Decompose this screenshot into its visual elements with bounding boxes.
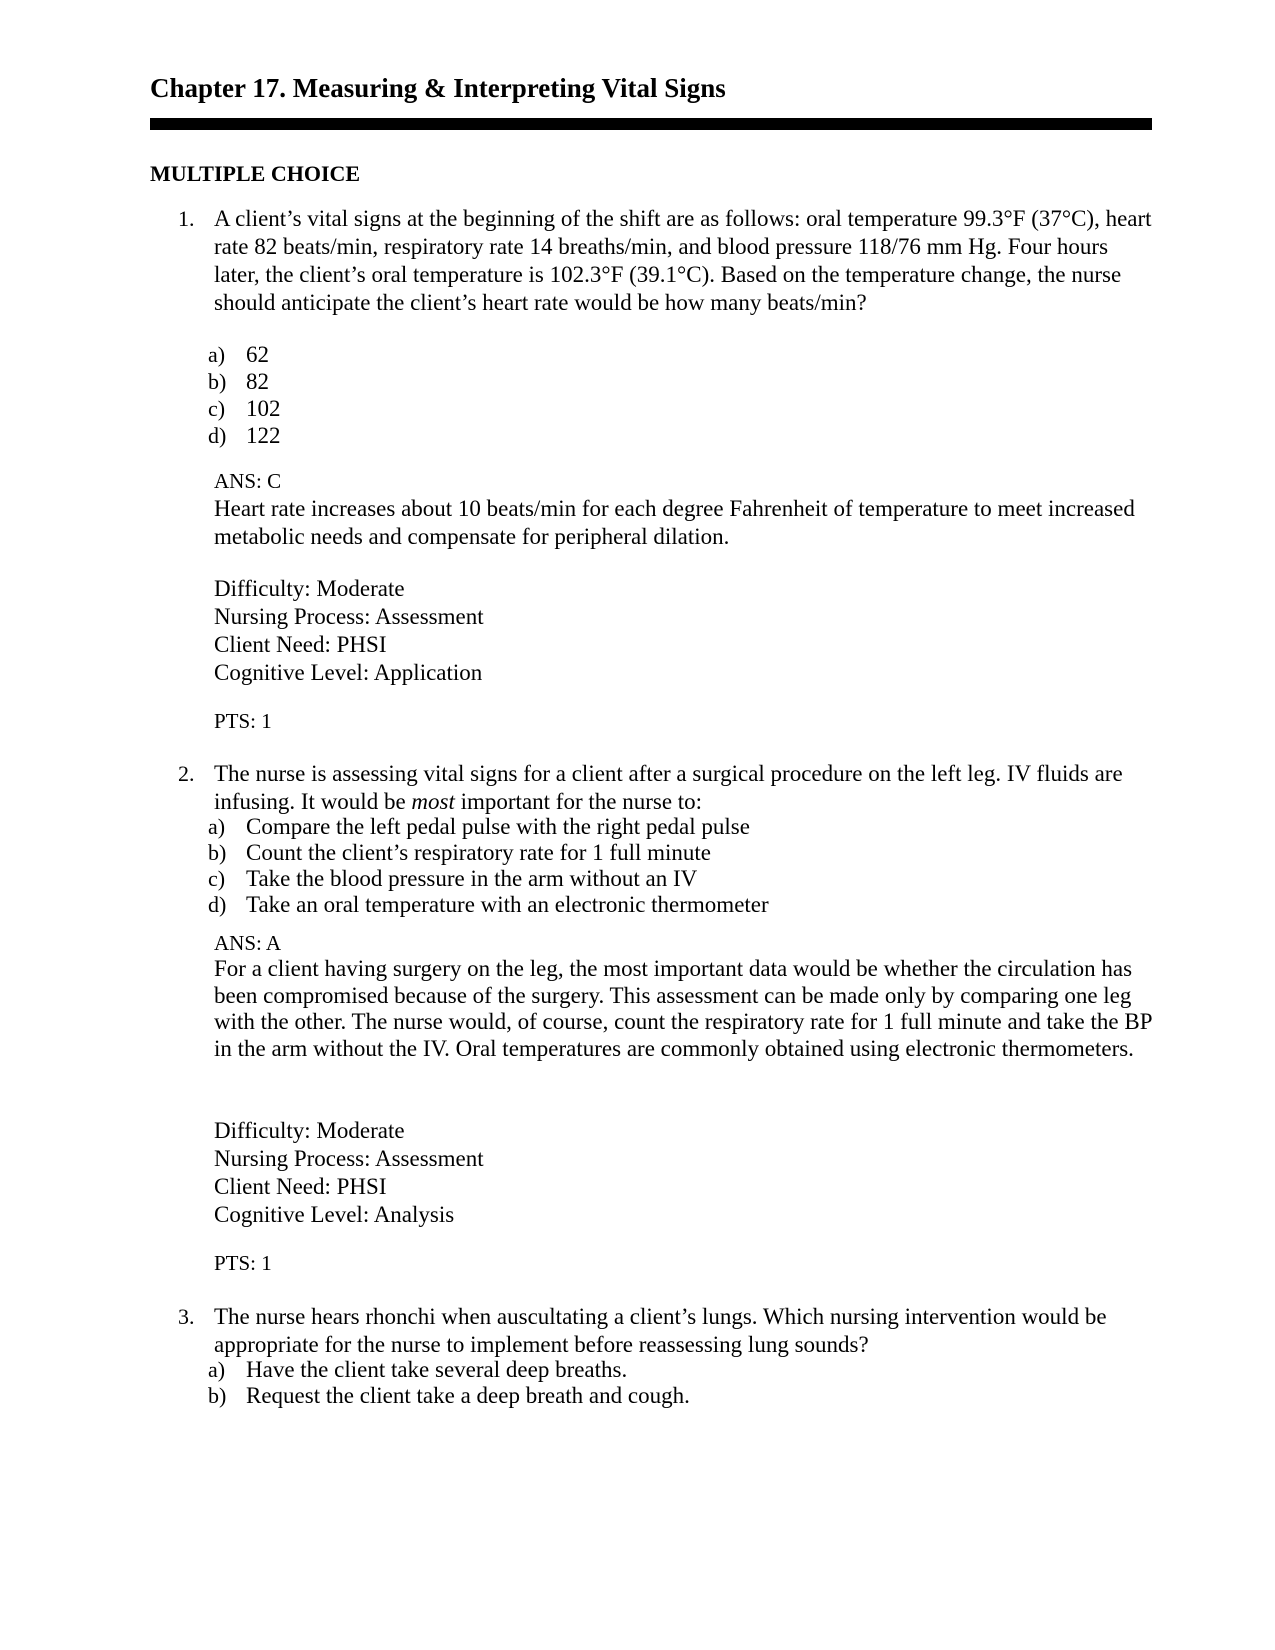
points: PTS: 1	[214, 1251, 272, 1275]
choice-letter: d)	[208, 423, 227, 448]
choice-c	[0, 395, 1275, 423]
choice-d	[0, 891, 1275, 919]
stem-text: The nurse is assessing vital signs for a client after a surgical procedure on the left leg. IV fluids are infusing. It would be	[214, 761, 1123, 814]
choice-d	[0, 422, 1275, 450]
choice-a	[0, 1356, 1275, 1384]
choice-text: Take the blood pressure in the arm without an IV	[246, 866, 698, 891]
cognitive-level: Cognitive Level: Application	[214, 660, 483, 685]
stem-text: important for the nurse to:	[454, 789, 703, 814]
choice-b	[0, 368, 1275, 396]
choice-letter: b)	[208, 840, 227, 865]
title-rule	[150, 118, 1152, 130]
metadata-block	[214, 575, 1154, 687]
stem-emphasis: most	[411, 789, 455, 814]
answer-block	[214, 930, 1154, 1062]
section-heading: MULTIPLE CHOICE	[150, 161, 361, 186]
choice-letter: b)	[208, 1383, 227, 1408]
answer-label: ANS: C	[214, 469, 282, 493]
choice-letter: a)	[208, 342, 226, 367]
choice-letter: b)	[208, 369, 227, 394]
choice-letter: a)	[208, 1357, 226, 1382]
choice-letter: c)	[208, 396, 226, 421]
chapter-title: Chapter 17. Measuring & Interpreting Vital Signs	[150, 73, 726, 103]
difficulty: Difficulty: Moderate	[214, 576, 405, 601]
answer-block	[214, 467, 1154, 551]
cognitive-level: Cognitive Level: Analysis	[214, 1202, 455, 1227]
question-number: 2.	[178, 761, 195, 786]
choice-c	[0, 865, 1275, 893]
choice-text: 62	[246, 342, 269, 367]
question-number: 3.	[178, 1304, 195, 1329]
choice-text: Count the client’s respiratory rate for 1 full minute	[246, 840, 711, 865]
choice-text: Compare the left pedal pulse with the right pedal pulse	[246, 814, 750, 839]
answer-rationale: Heart rate increases about 10 beats/min for each degree Fahrenheit of temperature to meet increased metabolic needs and compensate for peripheral dilation.	[214, 496, 1135, 549]
choice-a	[0, 813, 1275, 841]
answer-rationale: For a client having surgery on the leg, the most important data would be whether the circulation has been compromised because of the surgery. This assessment can be made only by comparing one leg with the other. The nurse would, of course, count the respiratory rate for 1 full minute and take the BP in the arm without the IV. Oral temperatures are commonly obtained using electronic thermometers.	[214, 956, 1152, 1061]
question-stem	[214, 760, 1154, 816]
choice-a	[0, 341, 1275, 369]
question-stem: The nurse hears rhonchi when auscultating a client’s lungs. Which nursing intervention would be appropriate for the nurse to implement before reassessing lung sounds?	[214, 1304, 1107, 1357]
choice-text: Take an oral temperature with an electronic thermometer	[246, 892, 769, 917]
client-need: Client Need: PHSI	[214, 632, 387, 657]
choice-b	[0, 839, 1275, 867]
choice-text: Have the client take several deep breaths.	[246, 1357, 628, 1382]
points: PTS: 1	[214, 709, 272, 733]
choice-text: 82	[246, 369, 269, 394]
nursing-process: Nursing Process: Assessment	[214, 1146, 484, 1171]
answer-label: ANS: A	[214, 931, 282, 955]
client-need: Client Need: PHSI	[214, 1174, 387, 1199]
choice-text: Request the client take a deep breath and cough.	[246, 1383, 690, 1408]
choice-text: 102	[246, 396, 281, 421]
choice-letter: d)	[208, 892, 227, 917]
question-number: 1.	[178, 206, 195, 231]
question-stem: A client’s vital signs at the beginning of the shift are as follows: oral temperature 99.3°F (37°C), heart rate 82 beats/min, respiratory rate 14 breaths/min, and blood pressure 118/76 mm Hg. Four hours later, the client’s oral temperature is 102.3°F (39.1°C). Based on the temperature change, the nurse should anticipate the client’s heart rate would be how many beats/min?	[214, 206, 1152, 315]
metadata-block	[214, 1117, 1154, 1229]
difficulty: Difficulty: Moderate	[214, 1118, 405, 1143]
choice-b	[0, 1382, 1275, 1410]
choice-text: 122	[246, 423, 281, 448]
choice-letter: a)	[208, 814, 226, 839]
nursing-process: Nursing Process: Assessment	[214, 604, 484, 629]
choice-letter: c)	[208, 866, 226, 891]
